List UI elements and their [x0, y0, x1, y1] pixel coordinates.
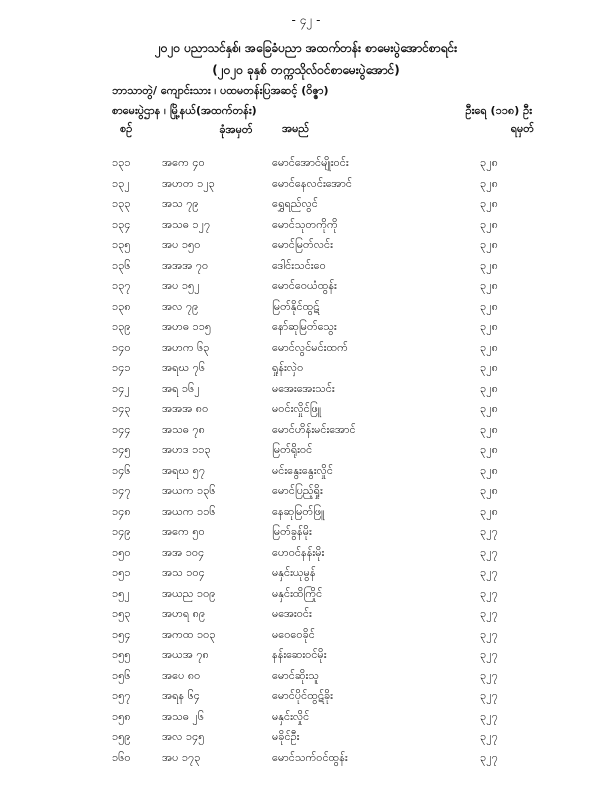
mark-cell: ၃၂၈	[480, 381, 498, 395]
name-cell: မြတ်ခွန်မိုး	[272, 525, 312, 538]
serial-cell: ၁၄၅	[112, 443, 131, 456]
mark-cell: ၃၂၈	[480, 156, 498, 169]
roll-cell: အရ ၁၆၂	[162, 381, 200, 395]
serial-cell: ၁၃၉	[112, 320, 131, 333]
mark-cell: ၃၂၇	[480, 750, 498, 764]
table-row	[0, 464, 612, 485]
name-cell: နန်းဆေးဝင်မိုး	[272, 648, 327, 661]
serial-cell: ၁၄၁	[112, 361, 131, 374]
roll-cell: အရန ၆၄	[162, 689, 200, 702]
table-row	[0, 751, 612, 772]
name-cell: မင်းနွေးနွေးလှိုင်	[272, 463, 333, 477]
roll-cell: အဟတ ၁၂၃	[162, 176, 215, 190]
table-row	[0, 218, 612, 239]
serial-cell: ၁၄၆	[112, 463, 131, 477]
roll-cell: အကေ ၄၀	[162, 156, 205, 169]
results-table	[0, 156, 612, 771]
name-cell: မောင်သုတကိုကို	[272, 217, 338, 231]
name-cell: မောင်လွင်မင်းထက်	[272, 340, 348, 354]
serial-cell: ၁၃၃	[112, 197, 131, 210]
roll-cell: အအ ၁၀၄	[162, 545, 205, 559]
serial-cell: ၁၃၄	[112, 217, 131, 231]
name-cell: မြတ်နိုင်ထွဋ်	[272, 299, 320, 313]
name-cell: မအေးဝင်း	[272, 607, 312, 620]
mark-cell: ၃၂၈	[480, 279, 498, 292]
roll-cell: အဟရ ၈၉	[162, 607, 206, 620]
serial-cell: ၁၃၁	[112, 156, 131, 169]
serial-cell: ၁၄၂	[112, 381, 130, 395]
page-number: - ၄၂ -	[291, 13, 321, 27]
name-cell: ရှုန်းလှဲဝ	[272, 361, 304, 374]
roll-cell: အဟက ၆၃	[162, 340, 210, 354]
mark-cell: ၃၂၈	[480, 238, 498, 251]
name-cell: မောင်ပြည့်ရှိုး	[272, 484, 323, 497]
mark-cell: ၃၂၇	[480, 607, 498, 620]
table-row	[0, 423, 612, 444]
serial-cell: ၁၅၆	[112, 668, 131, 682]
mark-cell: ၃၂၈	[480, 443, 498, 456]
name-cell: ရွှေရည်လွင်	[272, 197, 318, 210]
roll-cell: အအအ ၈၀	[162, 402, 209, 415]
mark-cell: ၃၂၇	[480, 627, 498, 641]
mark-cell: ၃၂၇	[480, 648, 498, 661]
mark-cell: ၃၂၇	[480, 730, 498, 743]
serial-cell: ၁၃၇	[112, 279, 131, 292]
name-cell: မြတ်ရိုးဝင်	[272, 443, 313, 456]
table-row	[0, 546, 612, 567]
exam-center-line: စာမေးပွဲဌာန ၊ မြို့နယ်(အထက်တန်း)	[112, 104, 257, 117]
column-header-roll: ခုံအမှတ်	[219, 123, 253, 136]
table-row	[0, 382, 612, 403]
roll-cell: အယည ၁၀၉	[162, 586, 216, 600]
roll-cell: အသဓ ၇၈	[162, 422, 205, 436]
name-cell: မောင်ပိုင်ထွဋ်ခိုး	[272, 689, 333, 702]
subject-line: ဘာသာတွဲ/ ကျောင်းသား ၊ ပထမတန်းပြအဆင့် (ဝိဇ္ဇာ)	[112, 84, 329, 97]
serial-cell: ၁၅၁	[112, 566, 131, 579]
table-row	[0, 648, 612, 669]
mark-cell: ၃၂၇	[480, 689, 498, 702]
mark-cell: ၃၂၈	[480, 340, 498, 354]
roll-cell: အရဃ ၇၆	[162, 361, 206, 374]
table-row	[0, 607, 612, 628]
mark-cell: ၃၂၈	[480, 463, 498, 477]
roll-cell: အအအ ၇၀	[162, 258, 209, 272]
serial-cell: ၁၄၉	[112, 525, 131, 538]
table-row	[0, 730, 612, 751]
column-header-mark: ရမှတ်	[510, 122, 534, 135]
mark-cell: ၃၂၈	[480, 197, 498, 210]
serial-cell: ၁၆၀	[112, 750, 131, 764]
mark-cell: ၃၂၈	[480, 258, 498, 272]
roll-cell: အယက ၁၃၆	[162, 484, 216, 497]
name-cell: မနှင်းယုမွန်	[272, 566, 316, 579]
table-row	[0, 710, 612, 731]
serial-cell: ၁၅၅	[112, 648, 131, 661]
roll-cell: အသဓ ၂၆	[162, 709, 205, 723]
mark-cell: ၃၂၈	[480, 217, 498, 231]
document-title: ၂၀၂၀ ပညာသင်နှစ်၊ အခြေခံပညာ အထက်တန်း စာမေးပွဲအောင်စာရင်း	[154, 41, 458, 55]
roll-cell: အသ ၇၉	[162, 197, 199, 210]
serial-cell: ၁၅၀	[112, 545, 131, 559]
serial-cell: ၁၅၂	[112, 586, 130, 600]
serial-cell: ၁၄၈	[112, 504, 131, 518]
mark-cell: ၃၂၈	[480, 176, 498, 190]
column-header-serial: စဉ်	[120, 122, 133, 135]
serial-cell: ၁၅၉	[112, 730, 131, 743]
name-cell: မောင်မြတ်လင်း	[272, 238, 333, 251]
mark-cell: ၃၂၈	[480, 361, 498, 374]
table-row	[0, 238, 612, 259]
name-cell: မောင်အောင်မျိုးဝင်း	[272, 156, 349, 169]
mark-cell: ၃၂၇	[480, 709, 498, 723]
serial-cell: ၁၄၀	[112, 340, 131, 354]
mark-cell: ၃၂၇	[480, 525, 498, 538]
table-row	[0, 361, 612, 382]
table-row	[0, 341, 612, 362]
serial-cell: ၁၅၃	[112, 607, 131, 620]
mark-cell: ၃၂၇	[480, 545, 498, 559]
roll-cell: အသ ၁၀၄	[162, 566, 205, 579]
name-cell: မဝေဝေခိုင်	[272, 627, 315, 641]
mark-cell: ၃၂၈	[480, 320, 498, 333]
table-row	[0, 443, 612, 464]
serial-cell: ၁၃၈	[112, 299, 131, 313]
serial-cell: ၁၅၇	[112, 689, 131, 702]
mark-cell: ၃၂၈	[480, 422, 498, 436]
serial-cell: ၁၃၆	[112, 258, 131, 272]
table-row	[0, 197, 612, 218]
table-row	[0, 669, 612, 690]
table-row	[0, 156, 612, 177]
roll-cell: အလ ၁၄၅	[162, 730, 205, 743]
table-row	[0, 566, 612, 587]
roll-cell: အပ ၁၅၀	[162, 238, 201, 251]
mark-cell: ၃၂၈	[480, 484, 498, 497]
name-cell: ဒေါင်းသင်းဝေ	[272, 258, 326, 272]
roll-cell: အလ ၇၉	[162, 299, 199, 313]
name-cell: မဝင်းလှိုင်ဖြူ	[272, 402, 322, 415]
mark-cell: ၃၂၈	[480, 504, 498, 518]
name-cell: မနှင်းလှိုင်	[272, 709, 310, 723]
serial-cell: ၁၄၃	[112, 402, 131, 415]
table-row	[0, 402, 612, 423]
roll-cell: အဟဓ ၁၁၅	[162, 320, 212, 333]
serial-cell: ၁၅၈	[112, 709, 131, 723]
mark-cell: ၃၂၇	[480, 586, 498, 600]
document-subtitle: (၂၀၂၀ ခုနှစ် တက္ကသိုလ်ဝင်စာမေးပွဲအောင်)	[212, 63, 400, 77]
name-cell: မောင်ဝေယံထွန်း	[272, 279, 337, 292]
serial-cell: ၁၄၇	[112, 484, 131, 497]
table-row	[0, 525, 612, 546]
mark-cell: ၃၂၈	[480, 402, 498, 415]
mark-cell: ၃၂၇	[480, 566, 498, 579]
name-cell: မောင်သက်ဝင်ထွန်း	[272, 750, 348, 764]
table-row	[0, 279, 612, 300]
mark-cell: ၃၂၇	[480, 668, 498, 682]
table-row	[0, 484, 612, 505]
table-row	[0, 689, 612, 710]
table-row	[0, 320, 612, 341]
table-row	[0, 505, 612, 526]
name-cell: မောင်ဆိုးသူ	[272, 668, 319, 682]
total-count: ဦးရေ (၁၁၈) ဦး	[465, 104, 532, 117]
name-cell: မနှင်းထိကြိုင်	[272, 586, 323, 600]
serial-cell: ၁၃၂	[112, 176, 130, 190]
name-cell: နော်ဆုမြတ်သွေး	[272, 320, 337, 333]
name-cell: နေဆုမြတ်ဖြူ	[272, 504, 325, 518]
serial-cell: ၁၅၄	[112, 627, 131, 641]
roll-cell: အပ ၁၇၃	[162, 750, 201, 764]
serial-cell: ၁၃၅	[112, 238, 131, 251]
roll-cell: အကေ ၅၀	[162, 525, 205, 538]
roll-cell: အပေ ၈၀	[162, 668, 201, 682]
name-cell: မောင်ဟိန်းမင်းအောင်	[272, 422, 356, 436]
table-row	[0, 259, 612, 280]
name-cell: မောင်နေလင်းအောင်	[272, 176, 353, 190]
serial-cell: ၁၄၄	[112, 422, 131, 436]
mark-cell: ၃၂၈	[480, 299, 498, 313]
table-row	[0, 628, 612, 649]
name-cell: မအေးအေးသင်း	[272, 381, 335, 395]
roll-cell: အသဓ ၁၂၇	[162, 217, 211, 231]
roll-cell: အပ ၁၅၂	[162, 279, 200, 292]
table-row	[0, 177, 612, 198]
roll-cell: အယက ၁၁၆	[162, 504, 216, 518]
table-row	[0, 300, 612, 321]
table-row	[0, 587, 612, 608]
roll-cell: အဟဒ ၁၁၃	[162, 443, 211, 456]
roll-cell: အယအ ၇၈	[162, 648, 209, 661]
roll-cell: အရဃ ၅၇	[162, 463, 206, 477]
name-cell: ဟေဝင်နန်းမိုး	[272, 545, 325, 559]
column-header-name: အမည်	[282, 122, 310, 135]
name-cell: မခိုင်ဦး	[272, 730, 300, 743]
roll-cell: အကထ ၁၀၃	[162, 627, 216, 641]
